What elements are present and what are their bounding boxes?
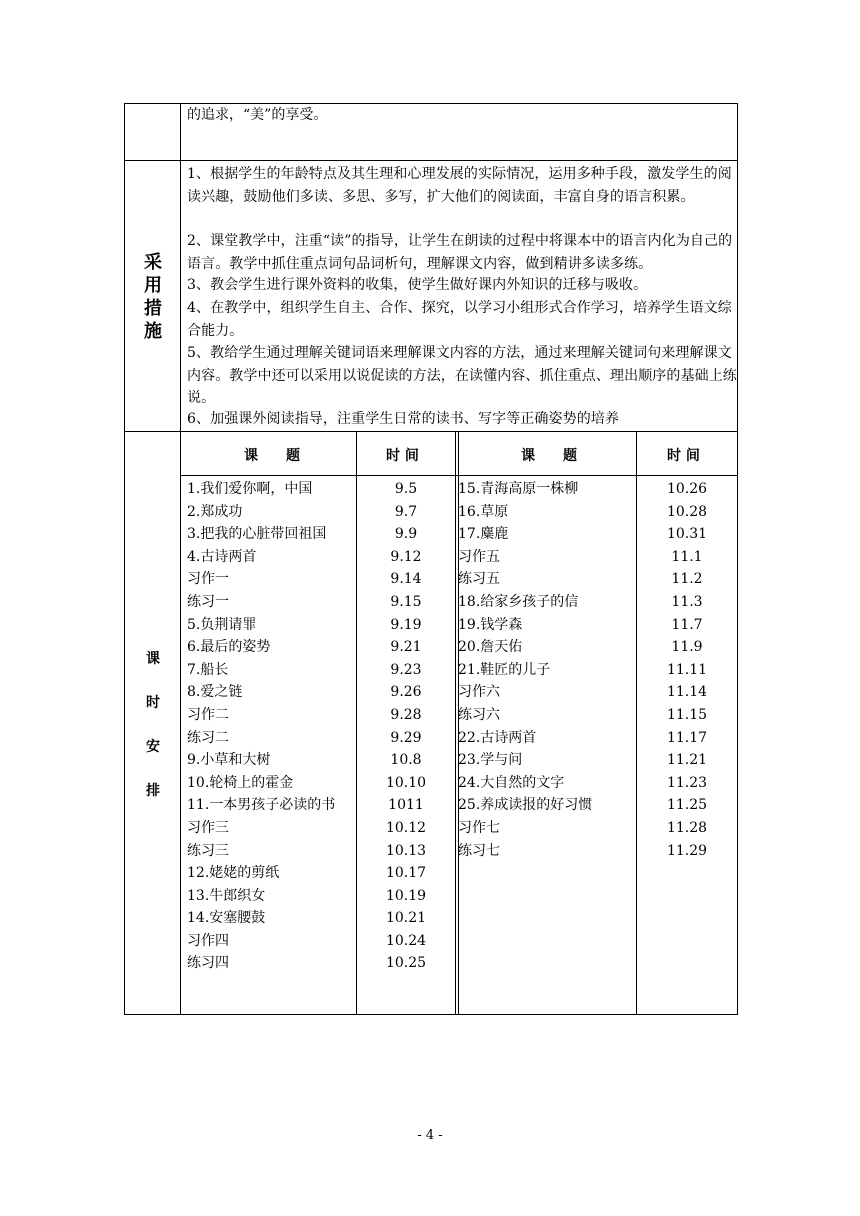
schedule-col-divider-2	[455, 431, 456, 1015]
left-time-cell: 9.15	[390, 593, 422, 610]
right-topic-cell: 25.养成读报的好习惯	[458, 797, 593, 814]
left-time-cell: 9.28	[390, 706, 422, 723]
left-topic-cell: 练习四	[187, 955, 229, 972]
header-time-left: 时 间	[386, 448, 419, 464]
right-topic-cell: 18.给家乡孩子的信	[458, 593, 579, 610]
right-time-cell: 11.7	[671, 616, 703, 633]
right-topic-list	[458, 478, 634, 862]
left-topic-cell: 练习二	[187, 729, 229, 746]
table-right-border	[737, 103, 738, 1015]
top-continuation-text: 的追求，“美”的享受。	[187, 107, 328, 123]
left-time-cell: 9.9	[394, 526, 418, 543]
right-time-list	[637, 478, 737, 862]
right-time-cell: 11.2	[671, 571, 703, 588]
right-topic-cell: 19.钱学森	[458, 616, 523, 633]
measures-label-char-1: 采	[144, 252, 162, 273]
right-topic-cell: 23.学与问	[458, 752, 523, 769]
left-time-cell: 10.12	[385, 819, 427, 836]
measure-item-2: 2、课堂教学中，注重“读”的指导，让学生在朗读的过程中将课本中的语言内化为自己的语言。教学中抓住重点词句品词析句，理解课文内容，做到精讲多读多练。	[187, 233, 733, 272]
left-time-cell: 9.26	[390, 684, 422, 701]
right-time-cell: 11.17	[666, 729, 708, 746]
left-topic-cell: 2.郑成功	[187, 503, 243, 520]
right-time-cell: 11.1	[671, 548, 703, 565]
left-topic-cell: 8.爱之链	[187, 684, 243, 701]
left-time-cell: 10.13	[385, 842, 427, 859]
right-time-cell: 11.29	[666, 842, 708, 859]
left-time-cell: 9.19	[390, 616, 422, 633]
right-time-cell: 11.11	[666, 661, 708, 678]
right-time-cell: 11.21	[666, 752, 708, 769]
right-time-cell: 11.25	[666, 797, 708, 814]
row-divider-2	[124, 431, 738, 432]
right-topic-cell: 习作五	[458, 548, 500, 565]
right-time-cell: 10.31	[666, 526, 708, 543]
right-time-cell: 11.14	[666, 684, 708, 701]
right-topic-cell: 17.麋鹿	[458, 526, 509, 543]
left-topic-cell: 1.我们爱你啊，中国	[187, 481, 313, 497]
measures-label-char-3: 措	[144, 298, 162, 319]
header-topic-left: 课 题	[244, 448, 300, 464]
measure-item-6: 6、加强课外阅读指导，注重学生日常的读书、写字等正确姿势的培养	[187, 411, 620, 427]
right-topic-cell: 练习六	[458, 706, 500, 723]
left-topic-cell: 13.牛郎织女	[187, 887, 266, 904]
left-time-list	[357, 478, 455, 975]
left-topic-cell: 习作三	[187, 819, 229, 836]
left-topic-cell: 练习三	[187, 842, 229, 859]
left-topic-cell: 习作一	[187, 571, 229, 588]
right-topic-cell: 练习七	[458, 842, 500, 859]
left-time-cell: 10.8	[390, 752, 422, 769]
left-time-cell: 9.14	[390, 571, 422, 588]
left-topic-cell: 12.姥姥的剪纸	[187, 865, 280, 882]
measure-item-5: 5、教给学生通过理解关键词语来理解课文内容的方法，通过来理解关键词句来理解课文内容。教学中还可以采用以说促读的方法，在读懂内容、抓住重点、理出顺序的基础上练说。	[187, 345, 737, 407]
left-time-cell: 10.24	[385, 932, 427, 949]
right-topic-cell: 16.草原	[458, 503, 509, 520]
right-topic-cell: 15.青海高原一株柳	[458, 481, 579, 497]
right-time-cell: 11.15	[666, 706, 708, 723]
left-time-cell: 10.17	[385, 865, 427, 882]
right-topic-cell: 24.大自然的文字	[458, 774, 565, 791]
header-topic-right: 课 题	[521, 448, 577, 464]
measure-item-3: 3、教会学生进行课外资料的收集，使学生做好课内外知识的迁移与吸收。	[187, 277, 648, 293]
left-topic-cell: 9.小草和大树	[187, 752, 271, 769]
left-topic-cell: 7.船长	[187, 661, 229, 678]
right-time-cell: 11.9	[671, 639, 703, 656]
left-time-cell: 10.19	[385, 887, 427, 904]
left-time-cell: 9.5	[394, 481, 418, 497]
right-topic-cell: 习作七	[458, 819, 500, 836]
header-time-right: 时 间	[667, 448, 700, 464]
page-number: - 4 -	[417, 1128, 443, 1143]
left-topic-cell: 10.轮椅上的霍金	[187, 774, 294, 791]
left-time-cell: 10.10	[385, 774, 427, 791]
right-time-cell: 10.28	[666, 503, 708, 520]
row-divider-1	[124, 160, 738, 161]
table-left-border	[124, 103, 125, 1015]
right-topic-cell: 20.詹天佑	[458, 639, 523, 656]
left-time-cell: 9.21	[390, 639, 422, 656]
right-topic-cell: 22.古诗两首	[458, 729, 537, 746]
left-topic-cell: 练习一	[187, 593, 229, 610]
right-time-cell: 10.26	[666, 481, 708, 497]
measures-label-char-2: 用	[144, 275, 162, 296]
label-column-divider	[180, 103, 181, 1015]
left-topic-list	[187, 478, 355, 975]
left-time-cell: 1011	[388, 797, 424, 814]
measure-item-4: 4、在教学中，组织学生自主、合作、探究，以学习小组形式合作学习，培养学生语文综合能力。	[187, 300, 732, 339]
left-topic-cell: 6.最后的姿势	[187, 639, 271, 656]
measure-item-1: 1、根据学生的年龄特点及其生理和心理发展的实际情况，运用多种手段，激发学生的阅读兴趣，鼓励他们多读、多思、多写，扩大他们的阅读面，丰富自身的语言积累。	[187, 166, 732, 205]
left-topic-cell: 11.一本男孩子必读的书	[187, 797, 336, 814]
left-time-cell: 9.23	[390, 661, 422, 678]
left-topic-cell: 14.安塞腰鼓	[187, 910, 266, 927]
left-topic-cell: 5.负荆请罪	[187, 616, 257, 633]
left-time-cell: 10.25	[385, 955, 427, 972]
left-time-cell: 10.21	[385, 910, 427, 927]
left-topic-cell: 习作二	[187, 706, 229, 723]
schedule-label-char-1: 课	[146, 651, 160, 667]
left-topic-cell: 4.古诗两首	[187, 548, 257, 565]
left-topic-cell: 3.把我的心脏带回祖国	[187, 526, 327, 543]
left-time-cell: 9.29	[390, 729, 422, 746]
left-time-cell: 9.12	[390, 548, 422, 565]
right-time-cell: 11.3	[671, 593, 703, 610]
right-topic-cell: 练习五	[458, 571, 500, 588]
schedule-label-char-2: 时	[146, 695, 160, 711]
table-bottom-border	[124, 1014, 738, 1015]
schedule-label-char-4: 排	[146, 783, 160, 799]
right-time-cell: 11.28	[666, 819, 708, 836]
left-time-cell: 9.7	[394, 503, 418, 520]
left-topic-cell: 习作四	[187, 932, 229, 949]
right-topic-cell: 习作六	[458, 684, 500, 701]
right-topic-cell: 21.鞋匠的儿子	[458, 661, 551, 678]
right-time-cell: 11.23	[666, 774, 708, 791]
schedule-label-char-3: 安	[146, 739, 160, 755]
measures-label-char-4: 施	[144, 321, 162, 342]
